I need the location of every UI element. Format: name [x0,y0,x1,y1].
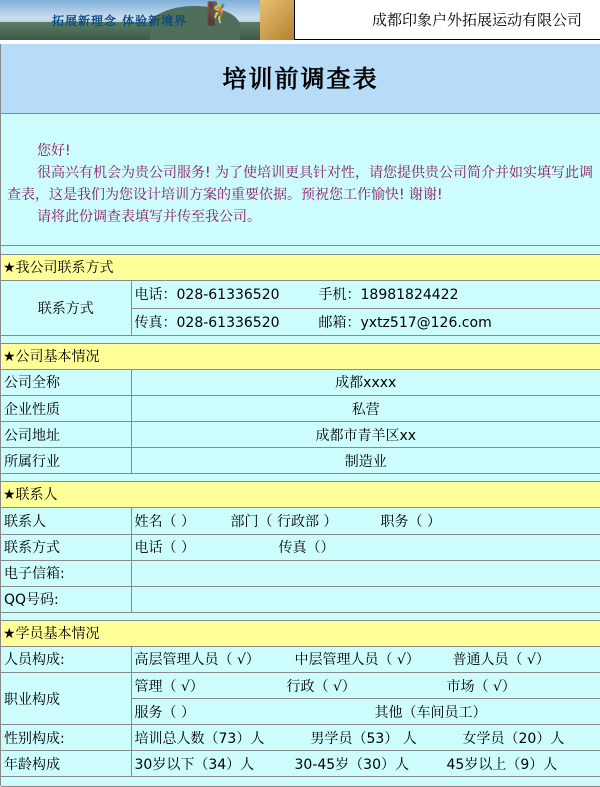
career-other: 其他（车间员工） [374,704,487,721]
row-label: 公司全称 [1,370,131,396]
section-heading-company: ★公司基本情况 [1,344,600,370]
career-cell-1[interactable] [131,673,600,699]
banner-slogan: 拓展新理念 体验新境界 [52,14,188,28]
banner-image [0,0,294,40]
intro-paragraph-2: 请将此份调查表填写并传至我公司。 [37,209,261,225]
contact-person-table [1,508,600,613]
survey-sheet [0,44,600,786]
our-contact-label: 联系方式 [1,281,131,335]
table-row [1,396,600,422]
senior-staff: 高层管理人员（ √） [134,652,260,669]
composition-cell[interactable] [131,647,600,673]
our-phone: 电话：028-61336520 [134,287,280,304]
row-label: 公司地址 [1,422,131,448]
contact-person-cell[interactable] [131,508,600,534]
climber-icon: 🧗 [206,2,234,27]
table-row [1,751,600,777]
row-value[interactable]: 私营 [131,396,600,422]
table-row [1,586,600,612]
intro-text [1,114,600,246]
age-over-45: 45岁以上（9）人 [446,756,558,773]
table-row [1,647,600,673]
row-value[interactable]: 制造业 [131,448,600,474]
contact-method-label: 联系方式 [1,534,131,560]
email-label: 电子信箱: [1,560,131,586]
contact-phone: 电话（ ） [134,540,195,556]
our-phone-cell [131,281,600,308]
career-market: 市场（ √） [446,678,516,695]
company-name: 成都印象户外拓展运动有限公司 [294,0,600,40]
section-heading-contact-person: ★联系人 [1,482,600,508]
contact-dept: 部门（ 行政部 ） [230,513,338,530]
age-cell[interactable] [131,751,600,777]
table-row [1,508,600,534]
age-label: 年龄构成 [1,751,131,777]
table-row [1,370,600,396]
page-title: 培训前调查表 [1,44,600,114]
our-fax: 传真：028-61336520 [134,314,280,331]
greeting: 您好! [37,143,71,159]
company-info-table [1,370,600,475]
contact-name: 姓名（ ） [134,513,195,530]
contact-method-cell[interactable] [131,534,600,560]
career-cell-2[interactable] [131,699,600,725]
our-fax-cell [131,308,600,335]
qq-value[interactable] [131,586,600,612]
row-value[interactable]: 成都xxxx [131,370,600,396]
career-management: 管理（ √） [134,678,204,695]
table-row [1,725,600,751]
table-row [1,422,600,448]
career-label: 职业构成 [1,673,131,725]
contact-fax: 传真（） [278,540,335,556]
male-trainees: 男学员（53） 人 [310,730,417,747]
our-mobile: 手机：18981824422 [318,287,459,304]
trainees-table [1,647,600,778]
contact-title: 职务（ ） [380,513,441,530]
middle-staff: 中层管理人员（ √） [294,652,420,669]
regular-staff: 普通人员（ √） [452,652,550,669]
age-under-30: 30岁以下（34）人 [134,756,255,773]
banner-rock [260,0,294,40]
contact-person-label: 联系人 [1,508,131,534]
our-email: 邮箱：yxtz517@126.com [318,314,492,331]
total-trainees: 培训总人数（73）人 [134,730,265,747]
email-value[interactable] [131,560,600,586]
row-label: 所属行业 [1,448,131,474]
row-value[interactable]: 成都市青羊区xx [131,422,600,448]
age-30-45: 30-45岁（30）人 [294,756,409,773]
career-admin: 行政（ √） [286,678,356,695]
qq-label: QQ号码: [1,586,131,612]
career-service: 服务（ ） [134,704,195,721]
intro-paragraph-1: 很高兴有机会为贵公司服务! 为了使培训更具针对性，请您提供贵公司简介并如实填写此调查表，这是我们为您设计培训方案的重要依据。预祝您工作愉快! 谢谢! [7,165,594,203]
table-row [1,673,600,699]
table-row [1,448,600,474]
table-row [1,560,600,586]
female-trainees: 女学员（20）人 [462,730,565,747]
our-contact-table [1,281,600,336]
composition-label: 人员构成: [1,647,131,673]
table-row [1,534,600,560]
page-header [0,0,600,44]
section-heading-trainees: ★学员基本情况 [1,621,600,647]
gender-cell[interactable] [131,725,600,751]
row-label: 企业性质 [1,396,131,422]
section-heading-our-contact: ★我公司联系方式 [1,255,600,281]
gender-label: 性别构成: [1,725,131,751]
